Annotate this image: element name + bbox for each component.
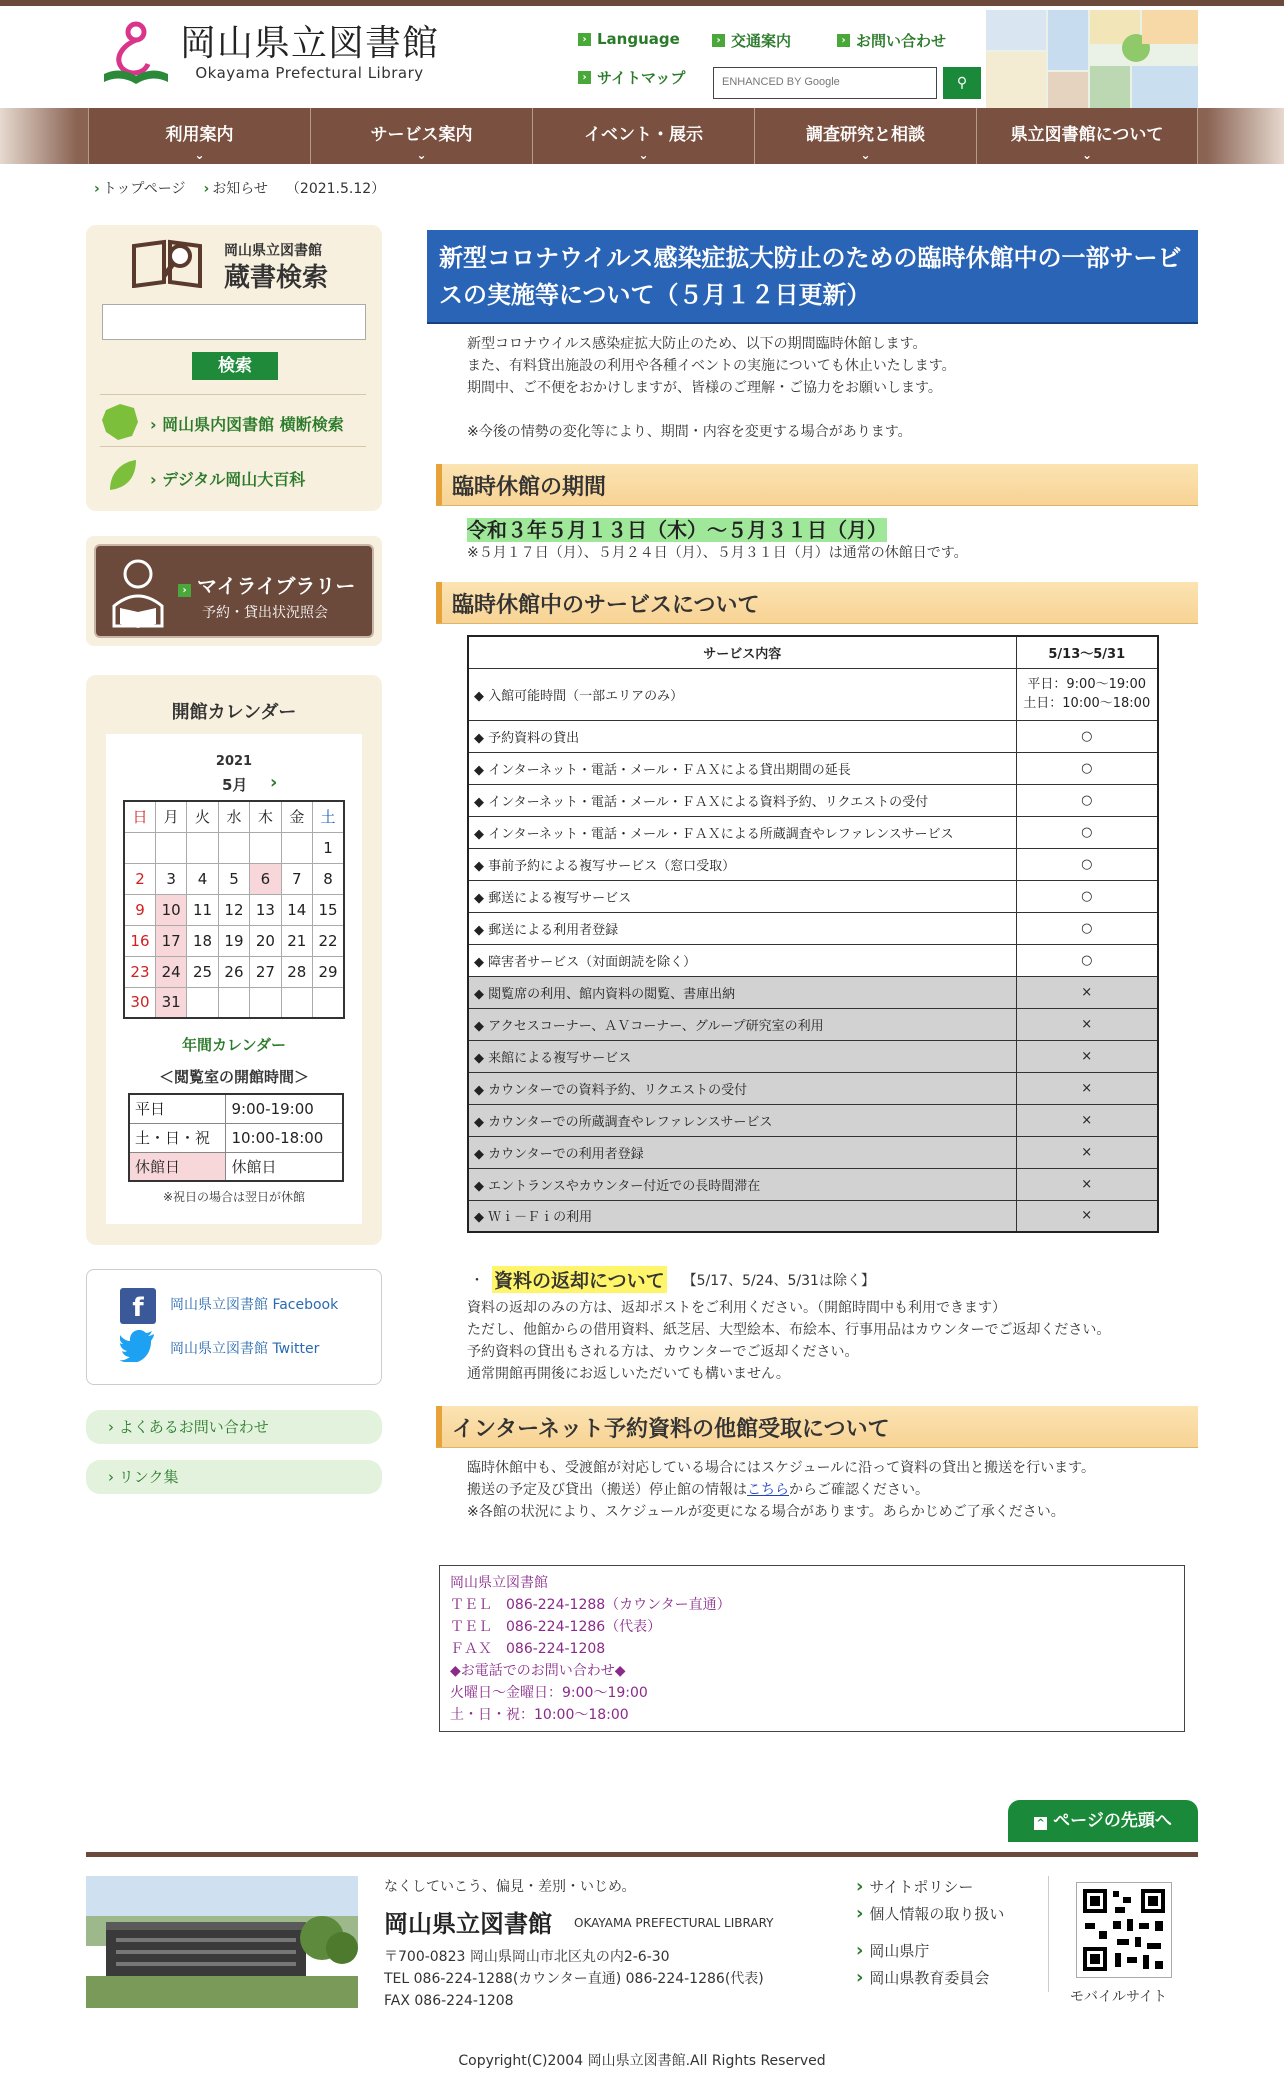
facebook-link[interactable]: 岡山県立図書館 Facebook: [170, 1297, 339, 1313]
arrow-icon: ›: [837, 34, 850, 47]
nav-usage[interactable]: 利用案内 ⌄: [88, 108, 310, 164]
service-status: ○: [1016, 752, 1158, 784]
cal-day: [250, 987, 281, 1018]
service-name: ◆ カウンターでの所蔵調査やレファレンスサービス: [468, 1104, 1016, 1136]
faq-link[interactable]: › よくあるお問い合わせ: [86, 1410, 382, 1444]
service-name: ◆ 入館可能時間（一部エリアのみ）: [468, 668, 1016, 720]
section-heading-period: 臨時休館の期間: [436, 464, 1198, 506]
service-name: ◆ 予約資料の貸出: [468, 720, 1016, 752]
service-status: ○: [1016, 848, 1158, 880]
cal-day: 16: [124, 925, 155, 956]
closure-period-note: ※５月１７日（月）、５月２４日（月）、５月３１日（月）は通常の休館日です。: [467, 545, 968, 561]
top-border: [0, 0, 1284, 6]
cal-day: 27: [250, 956, 281, 987]
hours-title: ＜閲覧室の開館時間＞: [158, 1068, 309, 1086]
mobile-site-label: モバイルサイト: [1070, 1989, 1168, 2005]
library-building-photo: [86, 1876, 358, 2008]
logo-jp-text: 岡山県立図書館: [180, 23, 440, 64]
facebook-icon: f: [120, 1288, 156, 1324]
footer-link-privacy[interactable]: › 個人情報の取り扱い: [856, 1903, 1004, 1924]
my-library-banner[interactable]: [86, 536, 382, 646]
copyright: Copyright(C)2004 岡山県立図書館.All Rights Reserved: [458, 2053, 826, 2069]
footer-library-name: 岡山県立図書館: [384, 1910, 552, 1938]
cal-day: [187, 987, 218, 1018]
chevron-down-icon: ⌄: [860, 148, 871, 162]
site-logo[interactable]: [100, 18, 439, 88]
weekday-sun: 日: [124, 801, 155, 832]
back-to-top-button[interactable]: ^ ページの先頭へ: [1008, 1800, 1198, 1842]
service-name: ◆ カウンターでの資料予約、リクエストの受付: [468, 1072, 1016, 1104]
access-link[interactable]: › 交通案内: [712, 30, 791, 51]
sns-panel: [86, 1269, 382, 1385]
hours-label: 平日: [129, 1094, 226, 1123]
breadcrumb-news[interactable]: › お知らせ: [203, 181, 268, 197]
cal-day: [218, 832, 249, 863]
table-header: 5/13～5/31: [1016, 636, 1158, 668]
section-heading-services: 臨時休館中のサービスについて: [436, 582, 1198, 624]
service-name: ◆ 閲覧席の利用、館内資料の閲覧、書庫出納: [468, 976, 1016, 1008]
cal-day: 5: [218, 863, 249, 894]
service-status: ×: [1016, 1200, 1158, 1232]
chevron-down-icon: ⌄: [194, 148, 205, 162]
header-mosaic-decoration: [986, 10, 1198, 108]
service-name: ◆ インターネット・電話・メール・ＦＡＸによる資料予約、リクエストの受付: [468, 784, 1016, 816]
service-status: ×: [1016, 1040, 1158, 1072]
table-header: サービス内容: [468, 636, 1016, 668]
service-status: ×: [1016, 1072, 1158, 1104]
service-name: ◆ アクセスコーナー、ＡＶコーナー、グループ研究室の利用: [468, 1008, 1016, 1040]
cal-day: 21: [281, 925, 312, 956]
page-title: 新型コロナウイルス感染症拡大防止のための臨時休館中の一部サービスの実施等について（５月１２日更新）: [427, 230, 1198, 324]
service-table: [467, 635, 1159, 1233]
cal-day: [281, 832, 312, 863]
divider: [100, 446, 366, 447]
catalog-big-title: 蔵書検索: [224, 263, 329, 293]
calendar-month: 5月: [222, 776, 248, 794]
cal-day: 26: [218, 956, 249, 987]
cal-day: 18: [187, 925, 218, 956]
language-link[interactable]: › Language: [578, 30, 680, 48]
cal-day: 12: [218, 894, 249, 925]
logo-mark-icon: [100, 18, 172, 88]
sitemap-link[interactable]: › サイトマップ: [578, 67, 685, 88]
contact-box: 岡山県立図書館 ＴＥＬ 086-224-1288（カウンター直通） ＴＥＬ 086-224-1286（代表） ＦＡＸ 086-224-1208 ◆お電話でのお問い合わせ◆ 火曜日～金曜日：9:00～19:00 土・日・祝：10:00～18:00: [439, 1565, 1185, 1732]
calendar-year: 2021: [215, 754, 253, 769]
cal-day: 15: [313, 894, 344, 925]
cal-day: [281, 987, 312, 1018]
twitter-icon: [120, 1330, 156, 1366]
site-search-input[interactable]: ENHANCED BY Google: [713, 67, 937, 99]
okayama-map-icon: [100, 402, 140, 446]
footer-link-site-policy[interactable]: › サイトポリシー: [856, 1876, 973, 1897]
link-collection[interactable]: › リンク集: [86, 1460, 382, 1494]
site-search-button[interactable]: [943, 67, 981, 99]
hours-value: 9:00-19:00: [226, 1094, 343, 1123]
nav-services[interactable]: サービス案内 ⌄: [310, 108, 532, 164]
intro-text: 新型コロナウイルス感染症拡大防止のため、以下の期間臨時休館します。 また、有料貸出施設の利用や各種イベントの実施についても休止いたします。 期間中、ご不便をおかけしますが、皆様のご理解・ご協力をお願いします。 ※今後の情勢の変化等により、期間・内容を変更する場合があります。: [467, 336, 956, 440]
nav-events[interactable]: イベント・展示 ⌄: [532, 108, 754, 164]
arrow-icon: ›: [578, 33, 591, 46]
contact-link[interactable]: › お問い合わせ: [837, 30, 946, 51]
cal-day: 9: [124, 894, 155, 925]
service-status: ×: [1016, 1168, 1158, 1200]
service-name: ◆ カウンターでの利用者登録: [468, 1136, 1016, 1168]
cal-day-closed: 6: [250, 863, 281, 894]
weekday-sat: 土: [313, 801, 344, 832]
cal-day: [218, 987, 249, 1018]
weekday-thu: 木: [250, 801, 281, 832]
next-month-arrow-icon[interactable]: ›: [270, 772, 278, 793]
service-status: ×: [1016, 1008, 1158, 1040]
weekday-wed: 水: [218, 801, 249, 832]
footer-link-prefecture[interactable]: › 岡山県庁: [856, 1940, 929, 1961]
service-name: ◆ インターネット・電話・メール・ＦＡＸによる貸出期間の延長: [468, 752, 1016, 784]
service-status: ×: [1016, 976, 1158, 1008]
twitter-link[interactable]: 岡山県立図書館 Twitter: [170, 1341, 320, 1357]
chevron-down-icon: ⌄: [1081, 148, 1093, 162]
cal-day: 23: [124, 956, 155, 987]
breadcrumb-home[interactable]: › トップページ: [94, 181, 186, 197]
breadcrumb-date: （2021.5.12）: [285, 181, 386, 197]
weekday-tue: 火: [187, 801, 218, 832]
catalog-search-input[interactable]: [102, 304, 366, 340]
pickup-text: 臨時休館中も、受渡館が対応している場合にはスケジュールに沿って資料の貸出と搬送を行います。 搬送の予定及び貸出（搬送）停止館の情報はこちらからご確認ください。 ※各館の状況により、スケジュールが変更になる場合があります。あらかじめご了承ください。: [467, 1460, 1096, 1520]
cal-day: 3: [155, 863, 186, 894]
schedule-link[interactable]: こちら: [747, 1482, 789, 1498]
cal-day: 1: [313, 832, 344, 863]
hours-value: 10:00-18:00: [226, 1123, 343, 1152]
service-status: 平日：9:00～19:00 土日：10:00～18:00: [1016, 668, 1158, 720]
weekday-fri: 金: [281, 801, 312, 832]
my-library-title: › マイライブラリー: [178, 570, 355, 599]
digital-encyclopedia-link[interactable]: › デジタル岡山大百科: [150, 470, 306, 489]
catalog-search-button[interactable]: 検索: [192, 352, 278, 380]
return-heading: ・ 資料の返却について 【5/17、5/24、5/31は除く】: [470, 1266, 875, 1293]
service-name: ◆ 障害者サービス（対面朗読を除く）: [468, 944, 1016, 976]
cal-day-closed: 24: [155, 956, 186, 987]
cal-day: 4: [187, 863, 218, 894]
cal-day: 20: [250, 925, 281, 956]
hours-label: 土・日・祝: [129, 1123, 226, 1152]
arrow-icon: ›: [578, 71, 591, 84]
cal-day: 30: [124, 987, 155, 1018]
cal-day: [124, 832, 155, 863]
cal-day: 7: [281, 863, 312, 894]
footer-library-name-en: OKAYAMA PREFECTURAL LIBRARY: [574, 1916, 774, 1930]
breadcrumb: [94, 178, 385, 198]
footer-link-education-board[interactable]: › 岡山県教育委員会: [856, 1967, 989, 1988]
logo-en-text: Okayama Prefectural Library: [195, 64, 424, 82]
cal-day: 13: [250, 894, 281, 925]
cal-day-closed: 10: [155, 894, 186, 925]
service-name: ◆ 事前予約による複写サービス（窓口受取）: [468, 848, 1016, 880]
section-heading-pickup: インターネット予約資料の他館受取について: [436, 1406, 1198, 1448]
chevron-down-icon: ⌄: [638, 148, 649, 162]
cross-search-link[interactable]: › 岡山県内図書館 横断検索: [150, 415, 344, 434]
cal-day: 8: [313, 863, 344, 894]
nav-about[interactable]: 県立図書館について ⌄: [976, 108, 1198, 164]
arrow-icon: ›: [178, 584, 191, 597]
cal-day: [250, 832, 281, 863]
magnifier-icon: ⚲: [956, 75, 968, 91]
service-status: ○: [1016, 944, 1158, 976]
cal-day: 14: [281, 894, 312, 925]
service-status: ○: [1016, 816, 1158, 848]
footer-address: 〒700-0823 岡山県岡山市北区丸の内2-6-30 TEL 086-224-1288(カウンター直通) 086-224-1286(代表) FAX 086-224-1208: [384, 1949, 764, 2009]
service-status: ○: [1016, 880, 1158, 912]
chevron-down-icon: ⌄: [416, 148, 427, 162]
reader-icon: [108, 556, 168, 636]
holiday-note: ※祝日の場合は翌日が休館: [162, 1190, 306, 1204]
leaf-icon: [106, 458, 140, 498]
arrow-icon: ›: [712, 34, 725, 47]
service-status: ○: [1016, 784, 1158, 816]
calendar-title: 開館カレンダー: [171, 702, 297, 723]
footer-divider: [86, 1852, 1198, 1857]
cal-day-closed: 17: [155, 925, 186, 956]
cal-day: 2: [124, 863, 155, 894]
service-status: ○: [1016, 720, 1158, 752]
service-name: ◆ インターネット・電話・メール・ＦＡＸによる所蔵調査やレファレンスサービス: [468, 816, 1016, 848]
hours-value: 休館日: [226, 1152, 343, 1181]
footer-slogan: なくしていこう、偏見・差別・いじめ。: [384, 1879, 636, 1895]
footer-separator: [1048, 1876, 1049, 1992]
service-name: ◆ Ｗｉ－Ｆｉの利用: [468, 1200, 1016, 1232]
month-calendar: [123, 800, 345, 1019]
cal-day: 22: [313, 925, 344, 956]
cal-day-closed: 31: [155, 987, 186, 1018]
weekday-mon: 月: [155, 801, 186, 832]
divider: [100, 394, 366, 395]
return-text: 資料の返却のみの方は、返却ポストをご利用ください。（開館時間中も利用できます） ただし、他館からの借用資料、紙芝居、大型絵本、布絵本、行事用品はカウンターでご返却ください。 予約資料の貸出もされる方は、カウンターでご返却ください。 通常開館再開後にお返しいただいても構いません。: [467, 1300, 1111, 1382]
cal-day: 28: [281, 956, 312, 987]
hours-label: 休館日: [129, 1152, 226, 1181]
catalog-small-title: 岡山県立図書館: [224, 243, 322, 259]
opening-hours-table: [128, 1093, 344, 1182]
service-status: ×: [1016, 1104, 1158, 1136]
service-status: ×: [1016, 1136, 1158, 1168]
service-name: ◆ 郵送による利用者登録: [468, 912, 1016, 944]
cal-day: 29: [313, 956, 344, 987]
nav-research[interactable]: 調査研究と相談 ⌄: [754, 108, 976, 164]
year-calendar-link[interactable]: 年間カレンダー: [181, 1036, 287, 1054]
cal-day: [313, 987, 344, 1018]
closure-period: 令和３年５月１３日（木）～５月３１日（月）: [467, 518, 887, 542]
arrow-up-icon: ^: [1034, 1817, 1047, 1830]
qr-code-icon: [1076, 1882, 1172, 1978]
my-library-subtitle: 予約・貸出状況照会: [202, 605, 328, 621]
cal-day: 11: [187, 894, 218, 925]
cal-day: [155, 832, 186, 863]
cal-day: 25: [187, 956, 218, 987]
service-name: ◆ 来館による複写サービス: [468, 1040, 1016, 1072]
cal-day: [187, 832, 218, 863]
service-name: ◆ エントランスやカウンター付近での長時間滞在: [468, 1168, 1016, 1200]
cal-day: 19: [218, 925, 249, 956]
book-search-icon: [130, 236, 206, 292]
service-name: ◆ 郵送による複写サービス: [468, 880, 1016, 912]
service-status: ○: [1016, 912, 1158, 944]
